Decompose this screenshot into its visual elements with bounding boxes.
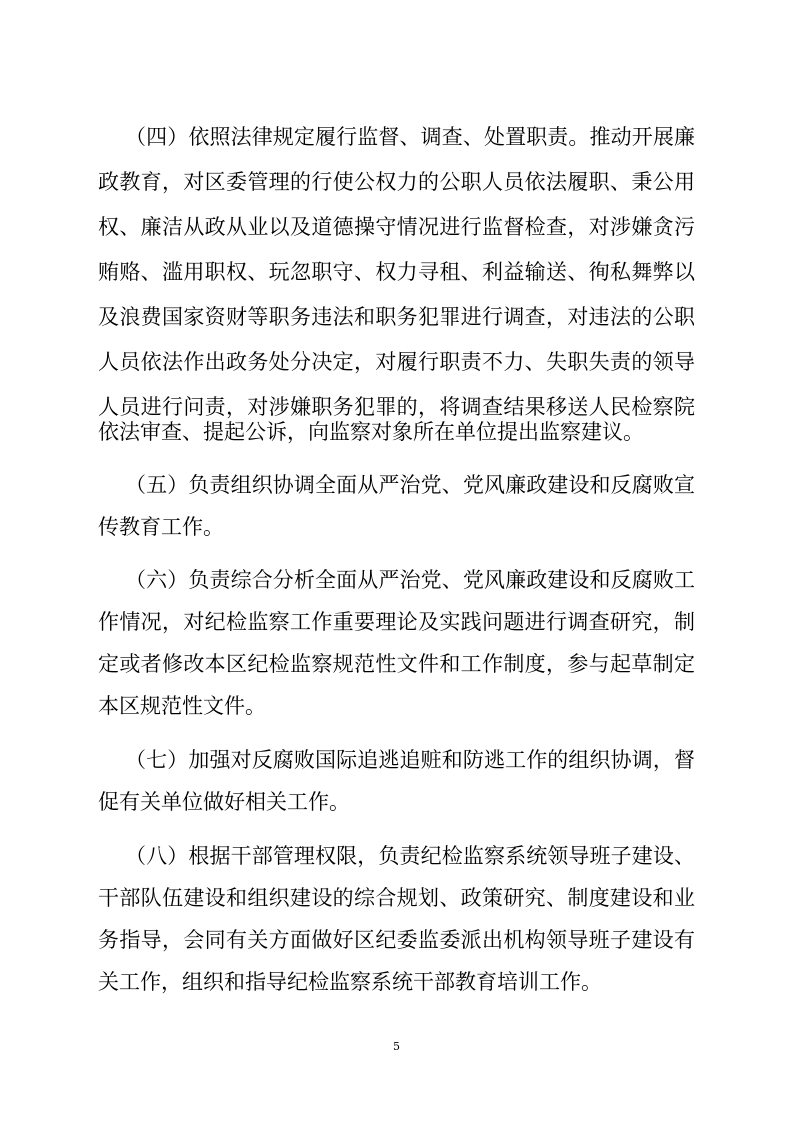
text-line: 人员依法作出政务处分决定，对履行职责不力、失职失责的领导 [98, 350, 695, 374]
page-number: 5 [393, 1040, 400, 1053]
text-line: 作情况，对纪检监察工作重要理论及实践问题进行调查研究，制 [98, 610, 695, 634]
text-line: （八）根据干部管理权限，负责纪检监察系统领导班子建设、 [125, 844, 695, 868]
text-line: 干部队伍建设和组织建设的综合规划、政策研究、制度建设和业 [98, 886, 695, 910]
text-line: 政教育，对区委管理的行使公权力的公职人员依法履职、秉公用 [98, 170, 695, 194]
text-line: （七）加强对反腐败国际追逃追赃和防逃工作的组织协调，督 [125, 748, 695, 772]
text-line: 本区规范性文件。 [98, 694, 266, 718]
text-line: 关工作，组织和指导纪检监察系统干部教育培训工作。 [98, 970, 602, 994]
text-line: 传教育工作。 [98, 515, 224, 539]
text-line: 定或者修改本区纪检监察规范性文件和工作制度，参与起草制定 [98, 652, 695, 676]
text-line: 贿赂、滥用职权、玩忽职守、权力寻租、利益输送、徇私舞弊以 [98, 260, 695, 284]
text-line: （六）负责综合分析全面从严治党、党风廉政建设和反腐败工 [125, 568, 695, 592]
text-line: 权、廉洁从政从业以及道德操守情况进行监督检查，对涉嫌贪污 [98, 215, 695, 239]
text-line: 人员进行问责，对涉嫌职务犯罪的，将调查结果移送人民检察院 [98, 395, 695, 419]
text-line: 务指导，会同有关方面做好区纪委监委派出机构领导班子建设有 [98, 928, 695, 952]
text-line: 促有关单位做好相关工作。 [98, 790, 350, 814]
text-line: 依法审查、提起公诉，向监察对象所在单位提出监察建议。 [98, 420, 644, 444]
text-line: 及浪费国家资财等职务违法和职务犯罪进行调查，对违法的公职 [98, 305, 695, 329]
text-line: （五）负责组织协调全面从严治党、党风廉政建设和反腐败宣 [125, 473, 695, 497]
text-line: （四）依照法律规定履行监督、调查、处置职责。推动开展廉 [125, 125, 695, 149]
